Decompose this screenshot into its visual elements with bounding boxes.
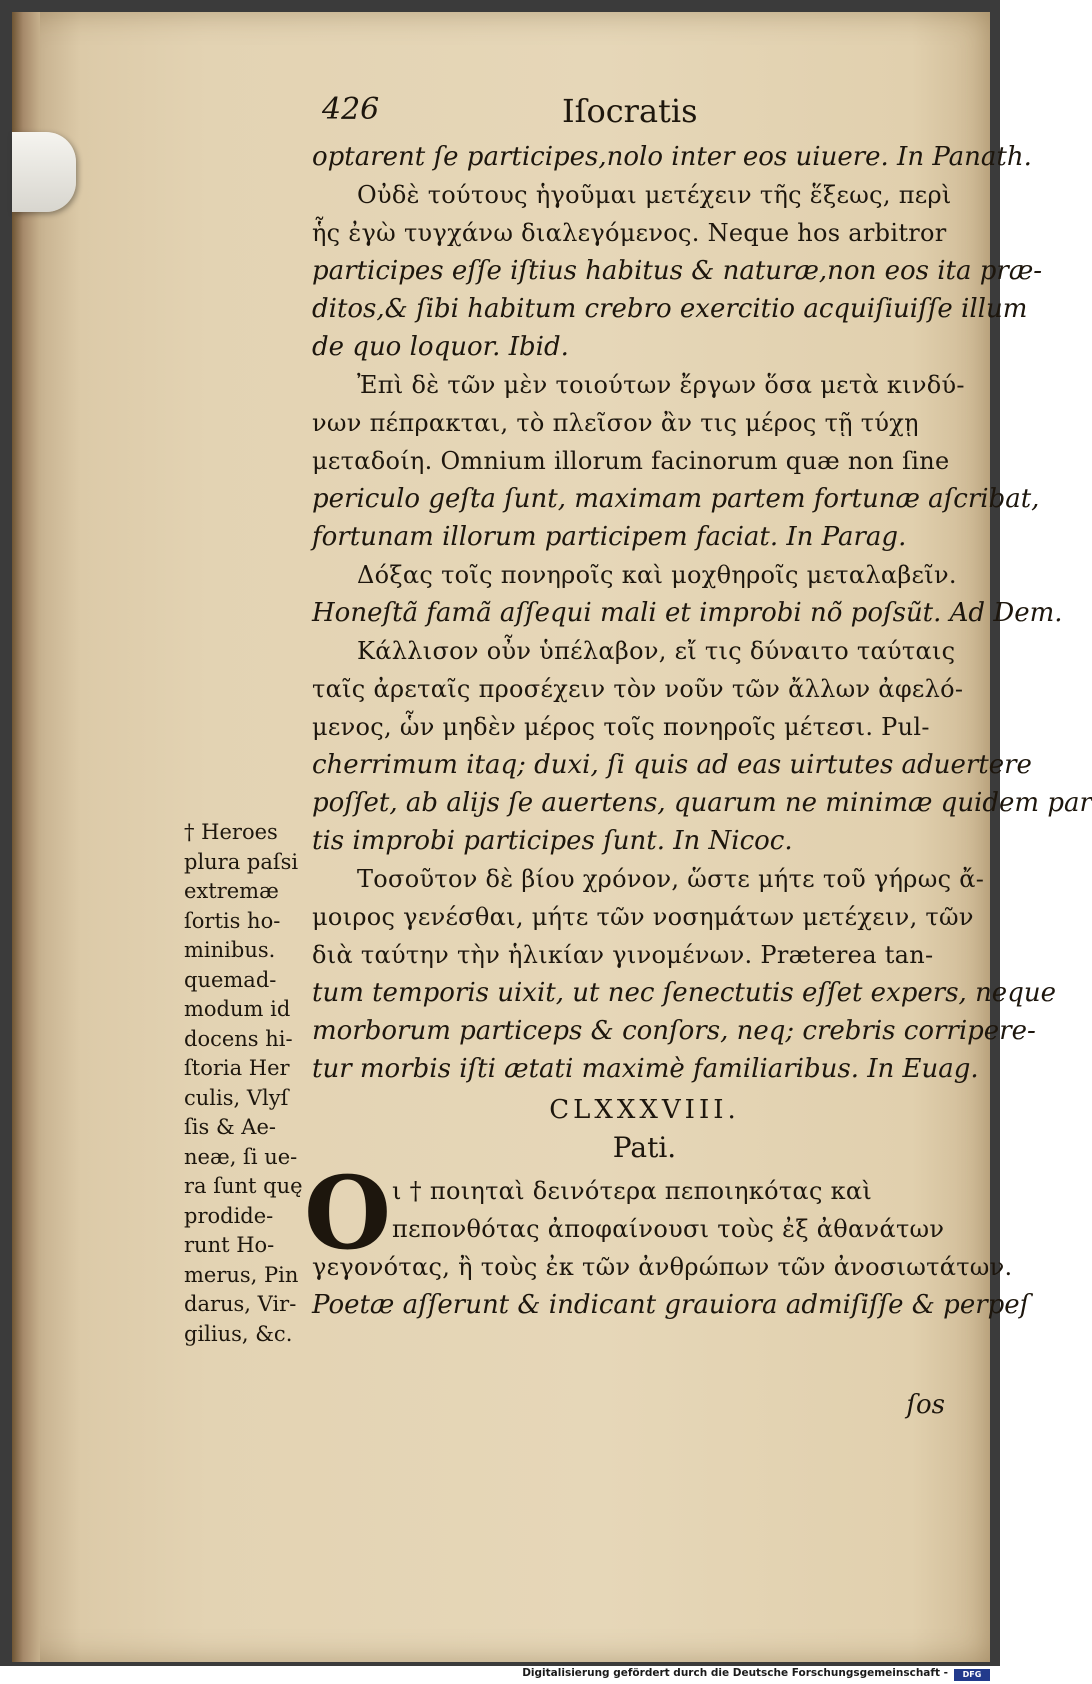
margin-line: darus, Vir- (184, 1292, 297, 1316)
section-body (304, 1154, 1030, 1324)
margin-line: runt Ho- (184, 1233, 275, 1257)
text-line: Honeſtã famã aſſequi mali et improbi nõ poſsũt. Ad Dem. (312, 598, 1063, 628)
text-line: optarent ſe participes,nolo inter eos uiuere. In Panath. (312, 142, 1032, 172)
margin-line: ſortis ho- (184, 908, 281, 933)
text-line: tum temporis uixit, ut nec ſenectutis eſſet expers, neque (312, 978, 1056, 1008)
catchword: ſos (906, 1390, 945, 1420)
text-line: fortunam illorum participem faciat. In Parag. (312, 522, 907, 552)
text-line: tur morbis iſti ætati maximè familiaribus. In Euag. (312, 1054, 979, 1084)
margin-line: culis, Vlyſ (184, 1085, 289, 1110)
text-line: ἧς ἐγὼ τυγχάνω διαλεγόμενος. Neque hos arbitror (312, 219, 947, 247)
page-header (312, 92, 912, 132)
margin-line: gilius, &c. (184, 1321, 293, 1346)
page-clip (12, 132, 76, 212)
text-line: μεταδοίη. Omnium illorum facinorum quæ non ſine (312, 447, 950, 475)
text-line: ι † ποιηταὶ δεινότερα πεποιηκότας καὶ (392, 1177, 873, 1205)
book-page (12, 12, 1092, 1662)
margin-line: modum id (184, 997, 291, 1021)
text-line: participes eſſe iſtius habitus & naturæ,non eos ita præ- (312, 256, 1043, 286)
text-line: Τοσοῦτον δὲ βίου χρόνον, ὥστε μήτε τοῦ γήρως ἄ- (357, 865, 985, 893)
page-gutter (12, 12, 40, 1662)
margin-line: ra ſunt quę (184, 1174, 303, 1198)
text-line: Κάλλισον οὖν ὑπέλαβον, εἴ τις δύναιτο ταύταις (357, 637, 956, 665)
margin-line: minibus. (184, 938, 276, 962)
text-line: ditos,& ſibi habitum crebro exercitio acquiſiuiſſe illum (312, 294, 1028, 324)
main-text (304, 138, 1092, 1324)
text-line: tis improbi participes ſunt. In Nicoc. (312, 826, 793, 856)
margin-line: prodide- (184, 1203, 274, 1228)
margin-line: † Heroes (184, 820, 278, 844)
footer-bar (0, 1666, 1000, 1684)
text-line: poſſet, ab alijs ſe auertens, quarum ne minimæ quidem par (312, 788, 1092, 818)
section-number: CLXXXVIII. (549, 1095, 740, 1125)
page-number: 426 (322, 92, 380, 127)
funding-credit: Digitalisierung gefördert durch die Deutsche Forschungsgemeinschaft - (522, 1667, 948, 1679)
text-line: cherrimum itaq; duxi, ſi quis ad eas uirtutes aduertere (312, 750, 1032, 780)
drop-cap: O (304, 1154, 392, 1272)
dfg-logo: DFG (954, 1669, 990, 1681)
text-line: ταῖς ἀρεταῖς προσέχειν τὸν νοῦν τῶν ἄλλων ἀφελό- (312, 675, 964, 703)
margin-line: ſtoria Her (184, 1056, 290, 1080)
margin-line: ſis & Ae- (184, 1115, 276, 1139)
text-line: διὰ ταύτην τὴν ἡλικίαν γινομένων. Præterea tan- (312, 941, 934, 969)
margin-note (184, 818, 309, 1349)
text-line: Poetæ aſſerunt & indicant grauiora admiſiſſe & perpeſ (312, 1290, 1030, 1320)
margin-line: plura paſsi (184, 849, 299, 874)
running-head: Iſocratis (562, 92, 698, 130)
margin-line: docens hi- (184, 1026, 293, 1051)
margin-line: extremæ (184, 879, 279, 903)
text-line: μενος, ὧν μηδὲν μέρος τοῖς πονηροῖς μέτεσι. Pul- (312, 713, 930, 741)
margin-line: merus, Pin (184, 1262, 299, 1287)
text-line: Ἐπὶ δὲ τῶν μὲν τοιούτων ἔργων ὅσα μετὰ κινδύ- (357, 371, 965, 399)
section-title: Pati. (612, 1131, 677, 1164)
text-line: πεπονθότας ἀποφαίνουσι τοὺς ἐξ ἀθανάτων (392, 1215, 945, 1243)
text-line: Οὐδὲ τούτους ἡγοῦμαι μετέχειν τῆς ἕξεως, περὶ (357, 181, 952, 209)
text-line: γεγονότας, ἢ τοὺς ἐκ τῶν ἀνθρώπων τῶν ἀνοσιωτάτων. (312, 1253, 1013, 1281)
text-line: de quo loquor. Ibid. (312, 332, 569, 362)
text-line: μοιρος γενέσθαι, μήτε τῶν νοσημάτων μετέχειν, τῶν (312, 903, 974, 931)
margin-line: quemad- (184, 967, 277, 992)
text-line: morborum particeps & conſors, neq; crebris corripere- (312, 1016, 1036, 1046)
margin-line: neæ, ſi ue- (184, 1144, 298, 1169)
text-line: νων πέπρακται, τὸ πλεῖσον ἂν τις μέρος τῇ τύχῃ (312, 409, 919, 437)
text-line: periculo geſta ſunt, maximam partem fortunæ aſcribat, (312, 484, 1040, 514)
text-line: Δόξας τοῖς πονηροῖς καὶ μοχθηροῖς μεταλαβεῖν. (357, 561, 957, 589)
